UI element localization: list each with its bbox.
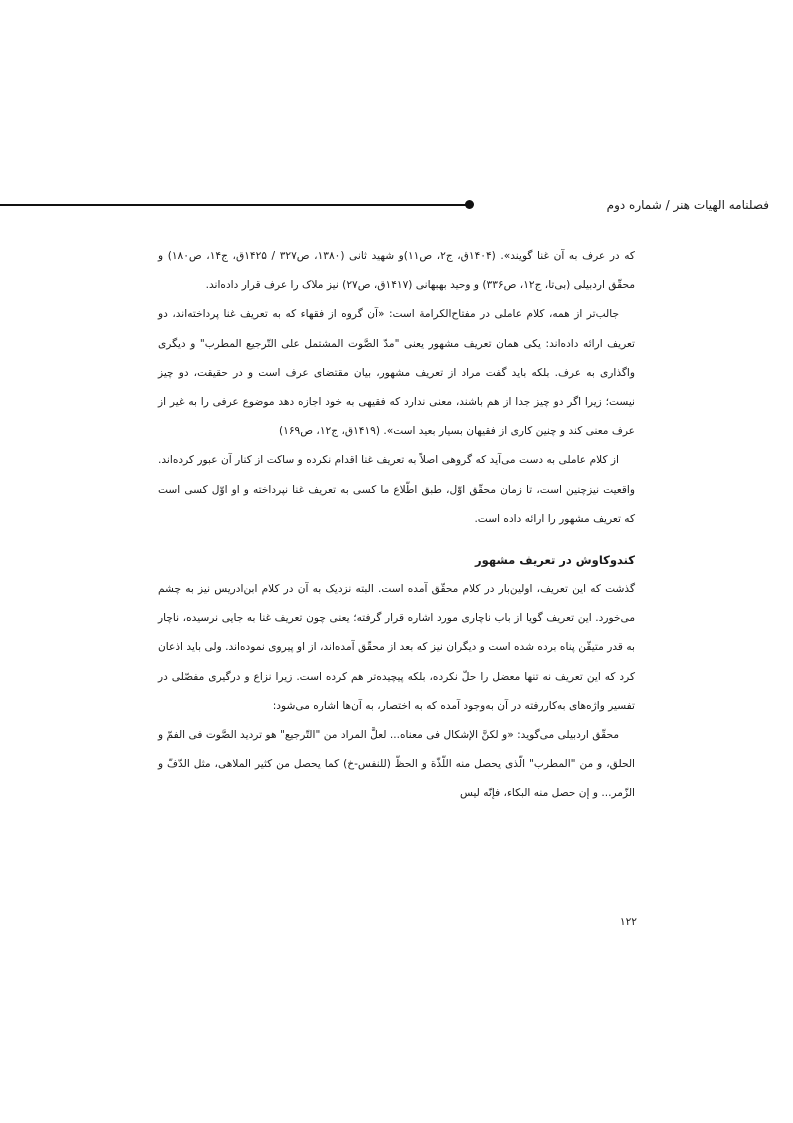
header-rule (0, 204, 470, 206)
body-paragraph: محقّق اردبیلی می‌گوید: «و لکنَّ الإشکال فی معناه... لعلَّ المراد من "التّرجیع" هو تردید الصَّوت فی الفمّ و الحلق، و من "المطرب" الّذی یحصل منه اللّذّة و الحظّ (للنفس-خ) کما یحصل من کثیر الملاهی، مثل الدّفّ و الزّمر... و إن حصل منه البکاء، فإنّه لیس (158, 729, 635, 800)
body-paragraph: گذشت که این تعریف، اولین‌بار در کلام محقّق آمده است. البته نزدیک به آن در کلام ابن‌ادریس نیز به چشم می‌خورد. این تعریف گویا از باب ناچاری مورد اشاره قرار گرفته؛ یعنی چون تعریف غنا به جایی نرسیده، ناچار به قدر متیقّن پناه برده شده است و دیگران نیز که بعد از محقّق آمده‌اند، از او پیروی نموده‌اند. ولی باید اذعان کرد که این تعریف نه تنها معضل را حلّ نکرده، بلکه پیچیده‌تر هم کرده است. زیرا نزاع و درگیری مفصّلی در تفسیر واژه‌های به‌کاررفته در آن به‌وجود آمده که به اختصار، به آن‌ها اشاره می‌شود: (158, 583, 635, 712)
journal-running-title: فصلنامه الهیات هنر / شماره دوم (606, 198, 769, 212)
section-spacer (158, 534, 635, 545)
body-paragraph: جالب‌تر از همه، کلام عاملی در مفتاح‌الکرامة است: «آن گروه از فقهاء که به تعریف غنا پرداخته‌اند، دو تعریف ارائه داده‌اند: یکی همان تعریف مشهور یعنی "مدّ الصَّوت المشتمل علی التّرجیع المطرب" و دیگری واگذاری به عرف. بلکه باید گفت مراد از تعریف مشهور، بیان مقتضای عرف است و در حقیقت، دو چیز نیست؛ زیرا اگر دو چیز جدا از هم باشند، معنی ندارد که فقیهی به خود اجازه دهد موضوع عرفی را به غیر از عرف معنی کند و چنین کاری از فقیهان بسیار بعید است». (۱۴۱۹ق، ج۱۲، ص۱۶۹) (158, 308, 635, 438)
section-heading: کندوکاوش در تعریف مشهور (475, 553, 635, 568)
running-header (0, 193, 793, 217)
article-body (158, 242, 635, 809)
body-paragraph: از کلام عاملی به دست می‌آید که گروهی اصلاً به تعریف غنا اقدام نکرده و ساکت از کنار آن عبور کرده‌اند. واقعیت نیزچنین است، تا زمان محقّق اوّل، طبق اطّلاع ما کسی به تعریف غنا نپرداخته و او اوّل کسی است که تعریف مشهور را ارائه داده است. (158, 454, 635, 525)
body-paragraph: که در عرف به آن غنا گویند». (۱۴۰۴ق، ج۲، ص۱۱)و شهید ثانی (۱۳۸۰، ص۳۲۷ / ۱۴۲۵ق، ج۱۴، ص۱۸۰) و محقّق اردبیلی (بی‌تا، ج۱۲، ص۳۳۶) و وحید بهبهانی (۱۴۱۷ق، ص۲۷) نیز ملاک را عرف قرار داده‌اند. (158, 250, 635, 292)
page-number: ۱۲۲ (619, 916, 637, 928)
